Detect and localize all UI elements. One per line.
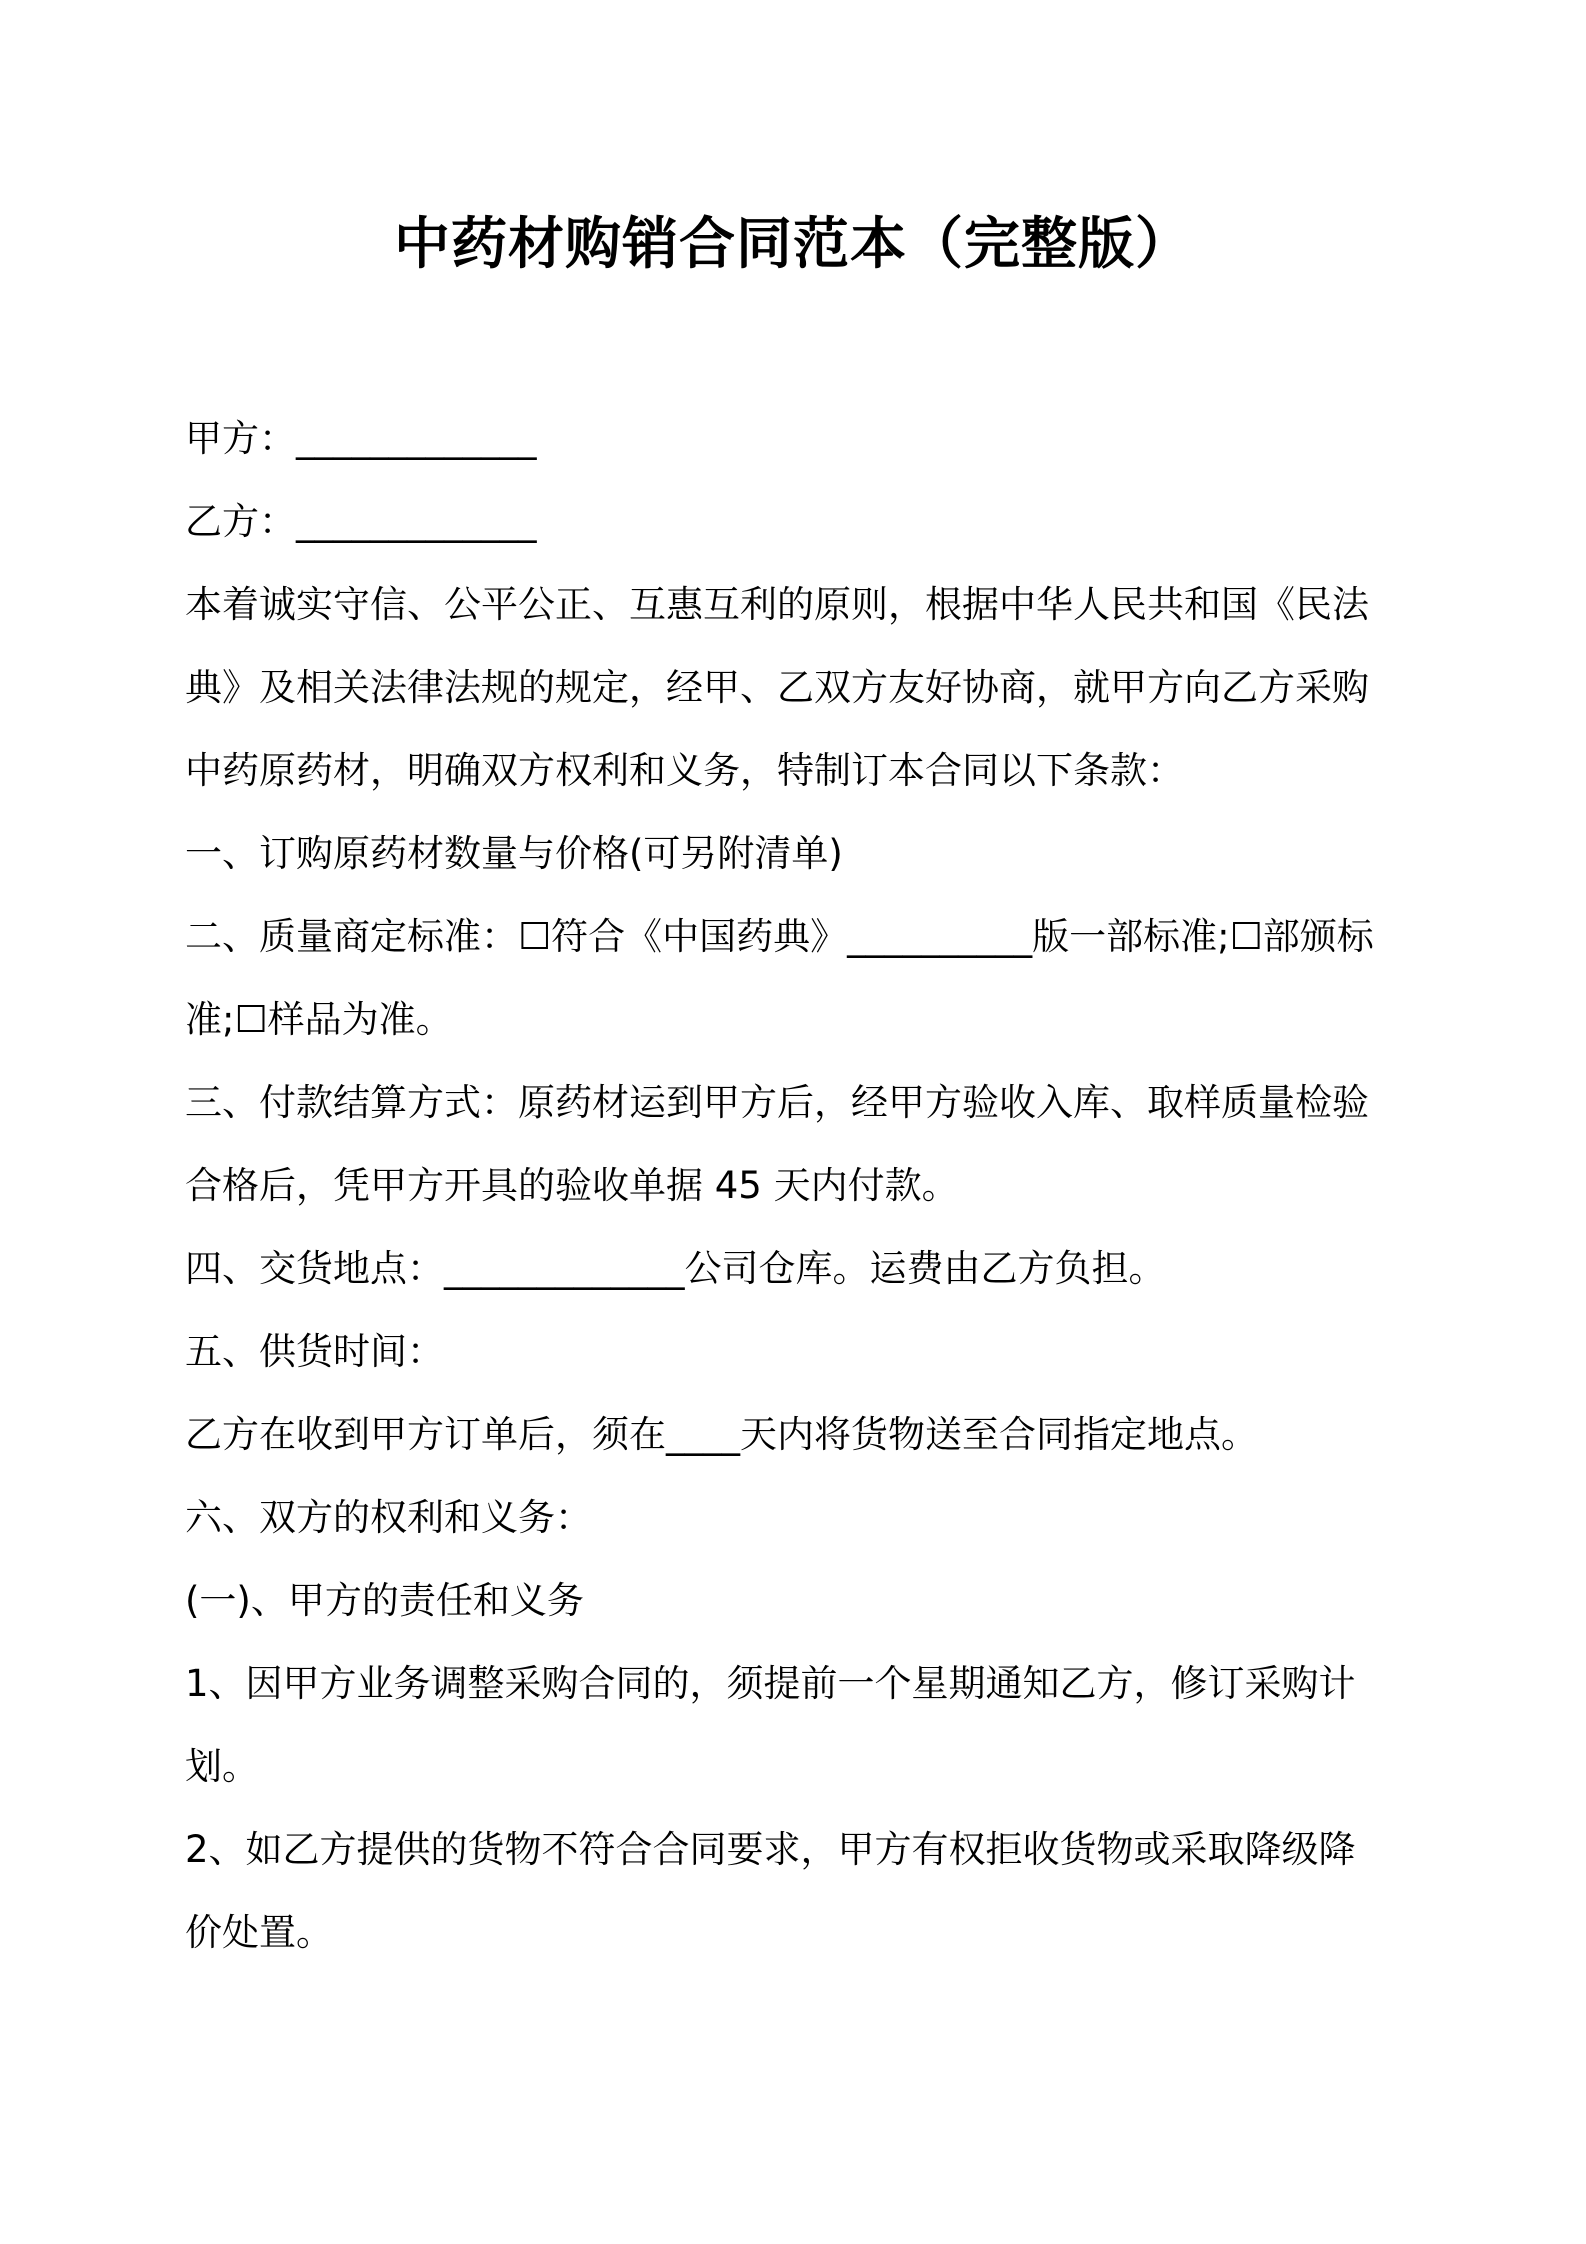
party-b-line: 乙方：_____________ — [185, 500, 537, 543]
clause-5-body: 乙方在收到甲方订单后，须在____天内将货物送至合同指定地点。 — [185, 1413, 1258, 1456]
clause-6-subheading: (一)、甲方的责任和义务 — [185, 1579, 584, 1622]
preamble-line-2: 典》及相关法律法规的规定，经甲、乙双方友好协商，就甲方向乙方采购 — [185, 666, 1369, 709]
clause-3-line-1: 三、付款结算方式：原药材运到甲方后，经甲方验收入库、取样质量检验 — [185, 1081, 1369, 1124]
clause-2-line-2: 准;☐样品为准。 — [185, 998, 453, 1041]
party-a-line: 甲方：_____________ — [185, 417, 537, 460]
clause-5-heading: 五、供货时间： — [185, 1330, 444, 1373]
preamble-line-1: 本着诚实守信、公平公正、互惠互利的原则，根据中华人民共和国《民法 — [185, 583, 1369, 626]
clause-6-item-2-line-2: 价处置。 — [185, 1911, 333, 1954]
clause-6-heading: 六、双方的权利和义务： — [185, 1496, 592, 1539]
clause-4-line: 四、交货地点：_____________公司仓库。运费由乙方负担。 — [185, 1247, 1166, 1290]
clause-2-line-1: 二、质量商定标准：☐符合《中国药典》__________版一部标准;☐部颁标 — [185, 915, 1374, 958]
clause-3-line-2: 合格后，凭甲方开具的验收单据 45 天内付款。 — [185, 1164, 959, 1207]
document-title: 中药材购销合同范本（完整版） — [394, 212, 1192, 277]
clause-6-item-1-line-1: 1、因甲方业务调整采购合同的，须提前一个星期通知乙方，修订采购计 — [185, 1662, 1356, 1705]
clause-6-item-2-line-1: 2、如乙方提供的货物不符合合同要求，甲方有权拒收货物或采取降级降 — [185, 1828, 1356, 1871]
document-body — [185, 397, 1405, 1974]
preamble-line-3: 中药原药材，明确双方权利和义务，特制订本合同以下条款： — [185, 749, 1184, 792]
clause-1-line: 一、订购原药材数量与价格(可另附清单) — [185, 832, 843, 875]
clause-6-item-1-line-2: 划。 — [185, 1745, 259, 1788]
